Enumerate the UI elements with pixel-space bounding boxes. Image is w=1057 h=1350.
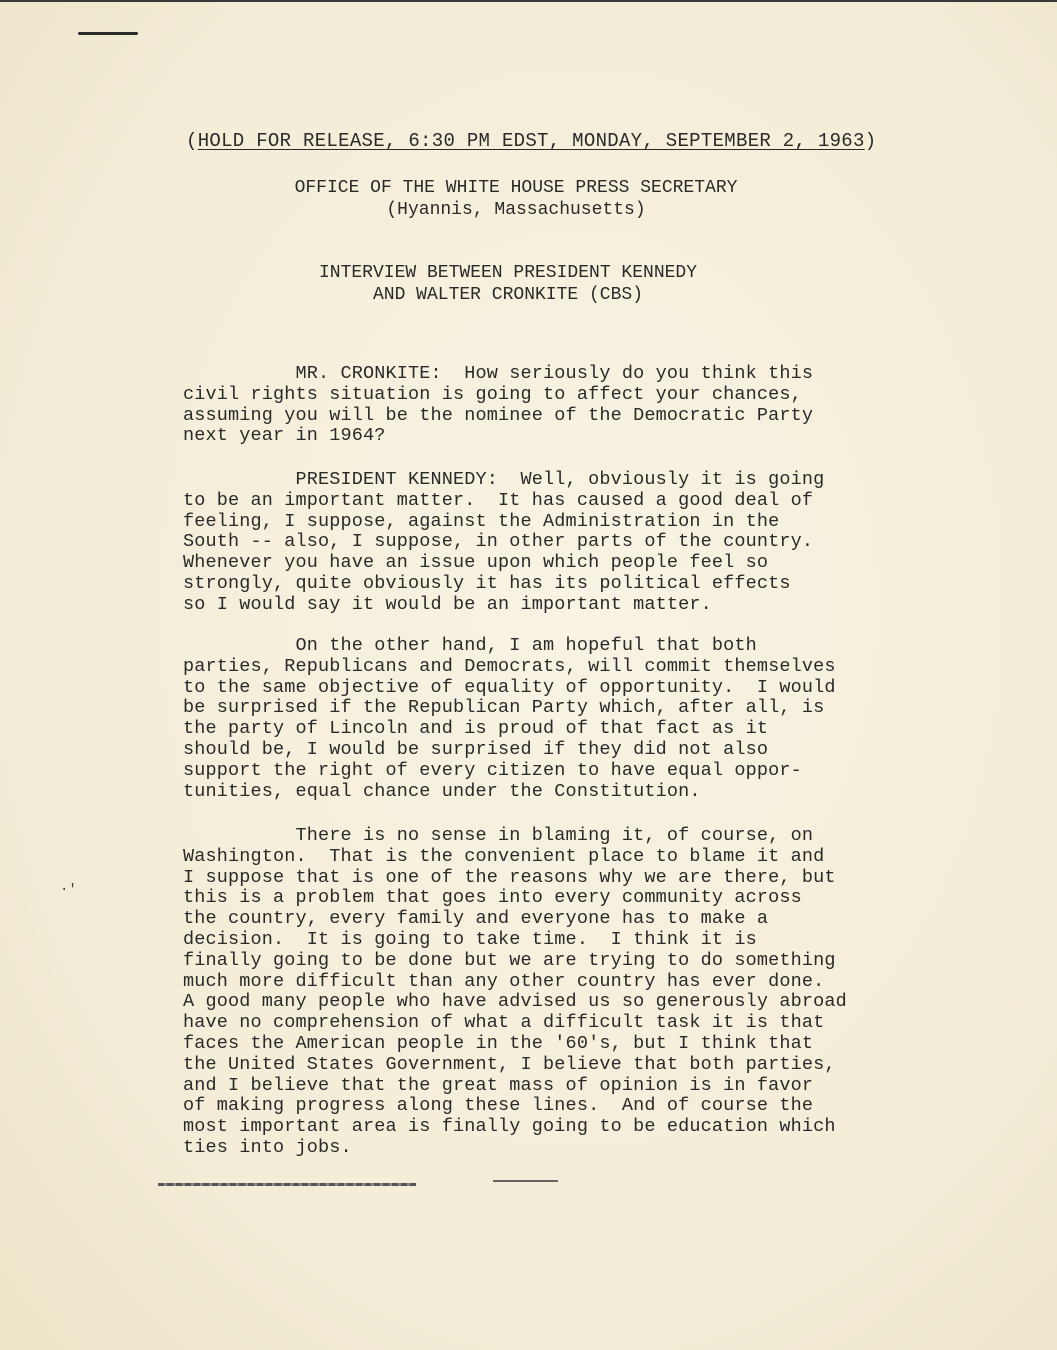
release-notice: HOLD FOR RELEASE, 6:30 PM EDST, MONDAY, SEPTEMBER 2, 1963 xyxy=(197,130,865,152)
stray-ink-mark: ·' xyxy=(60,882,77,898)
interview-line-1: INTERVIEW BETWEEN PRESIDENT KENNEDY xyxy=(318,263,698,283)
office-heading xyxy=(136,177,896,221)
bottom-rule-short xyxy=(493,1180,558,1182)
release-header xyxy=(186,130,946,152)
paragraph-no-sense-blaming: There is no sense in blaming it, of course, on Washington. That is the convenient place to blame it and I suppose that is one of the reasons why we are there, but this is a problem that goes into every community across the country, every family and everyone has to make a decision. It is going to take time. I think it is finally going to be done but we are trying to do something much more difficult than any other country has ever done. A good many people who have advised us so generously abroad have no comprehension of what a difficult task it is that faces the American people in the '60's, but I think that the United States Government, I believe that both parties, and I believe that the great mass of opinion is in favor of making progress along these lines. And of course the most important area is finally going to be education which ties into jobs. xyxy=(183,825,847,1158)
release-paren-open: ( xyxy=(186,130,198,152)
office-line-1: OFFICE OF THE WHITE HOUSE PRESS SECRETARY xyxy=(294,178,738,198)
paragraph-cronkite-question: MR. CRONKITE: How seriously do you think this civil rights situation is going to affect your chances, assuming you will be the nominee of the Democratic Party next year in 1964? xyxy=(183,363,814,447)
release-paren-close: ) xyxy=(864,130,877,152)
top-edge-line xyxy=(0,0,1057,2)
bottom-rule xyxy=(158,1183,416,1186)
paragraph-kennedy-answer: PRESIDENT KENNEDY: Well, obviously it is going to be an important matter. It has caused a good deal of feeling, I suppose, against the Administration in the South -- also, I suppose, in other parts of the country. Whenever you have an issue upon which people feel so strongly, quite obviously it has its political effects so I would say it would be an important matter. xyxy=(183,469,825,615)
paragraph-other-hand: On the other hand, I am hopeful that both parties, Republicans and Democrats, will commit themselves to the same objective of equality of opportunity. I would be surprised if the Republican Party which, after all, is the party of Lincoln and is proud of that fact as it should be, I would be surprised if they did not also support the right of every citizen to have equal oppor- tunities, equal chance under the Constitution. xyxy=(183,635,836,802)
interview-heading xyxy=(128,262,888,306)
interview-line-2: AND WALTER CRONKITE (CBS) xyxy=(372,285,644,305)
staple-mark xyxy=(78,32,138,35)
office-line-2: (Hyannis, Massachusetts) xyxy=(386,200,646,220)
